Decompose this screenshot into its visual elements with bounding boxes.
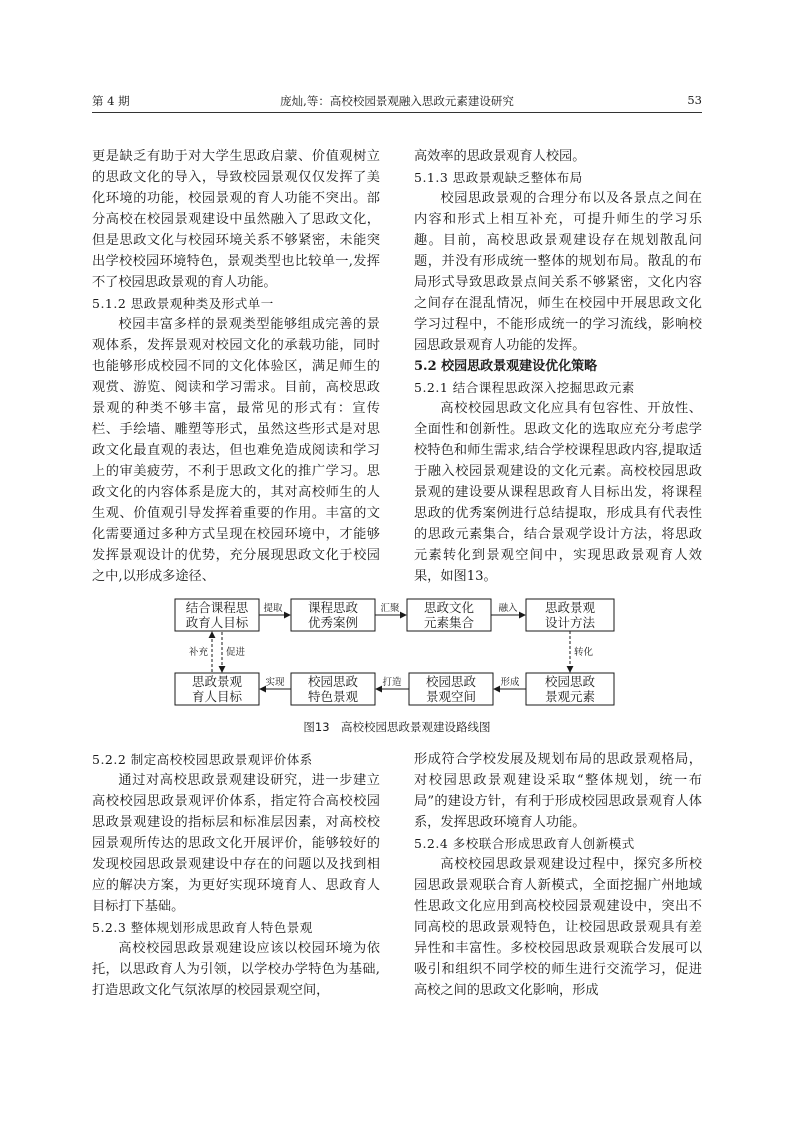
box-design-method [526, 599, 614, 631]
section-heading-5-2-2: 5.2.2 制定高校校园思政景观评价体系 [92, 752, 313, 767]
paragraph: 通过对高校思政景观建设研究，进一步建立高校校园思政景观评价体系，指定符合高校校园思政景观建设的指标层和标准层因素，对高校校园景观所传达的思政文化开展评价，能够较好的发现校园思政景观建设中存在的问题以及找到相应的解决方案，为更好实现环境育人、思政育人目标打下基础。 [92, 773, 380, 914]
box-excellent-cases [291, 599, 375, 631]
svg-text:特色景观: 特色景观 [307, 689, 359, 704]
column-right-bottom [414, 749, 702, 1001]
box-featured-landscape [291, 673, 375, 705]
label-integrate: 融入 [498, 603, 518, 614]
label-promote: 促进 [226, 647, 246, 658]
box-landscape-space [409, 673, 493, 705]
svg-text:思政景观: 思政景观 [544, 600, 596, 615]
svg-text:思政文化: 思政文化 [423, 600, 475, 615]
header-rule [92, 112, 702, 113]
paragraph: 高校校园思政景观建设过程中，探究多所校园思政景观联合育人新模式，全面挖掘广州地域性思政文化应用到高校校园景观建设中，突出不同高校的思政景观特色，让校园思政景观具有差异性和丰富性。多校校园思政景观联合发展可以吸引和组织不同学校的师生进行交流学习，促进高校之间的思政文化影响，形成 [414, 857, 702, 998]
section-heading-5-2-3: 5.2.3 整体规划形成思政育人特色景观 [92, 920, 313, 935]
section-heading-5-2: 5.2 校园思政景观建设优化策略 [414, 359, 598, 374]
svg-text:景观空间: 景观空间 [425, 689, 477, 704]
svg-text:结合课程思: 结合课程思 [185, 600, 249, 615]
paragraph: 更是缺乏有助于对大学生思政启蒙、价值观树立的思政文化的导入，导致校园景观仅仅发挥了美化环境的功能，校园景观的育人功能不突出。部分高校在校园景观建设中虽然融入了思政文化，但是思政文化与校园环境关系不够紧密，未能突出学校校园环境特色，景观类型也比较单一,发挥不了校园思政景观的育人功能。 [92, 149, 380, 290]
label-realize: 实现 [265, 677, 285, 688]
label-build: 打造 [382, 677, 402, 688]
paragraph: 高校校园思政景观建设应该以校园环境为依托，以思政育人为引领，以学校办学特色为基础,打造思政文化气氛浓厚的校园景观空间， [92, 941, 380, 998]
paragraph: 校园思政景观的合理分布以及各景点之间在内容和形式上相互补充，可提升师生的学习乐趣。目前，高校思政景观建设存在规划散乱问题，并没有形成统一整体的规划布局。散乱的布局形式导致思政景点间关系不够紧密，文化内容之间存在混乱情况，师生在校园中开展思政文化学习过程中，不能形成统一的学习流线，影响校园思政景观育人功能的发挥。 [414, 191, 702, 353]
label-transform: 转化 [574, 647, 594, 658]
figure-caption: 图13 高校校园思政景观建设路线图 [303, 720, 491, 734]
svg-text:育人目标: 育人目标 [191, 689, 243, 704]
svg-text:思政景观: 思政景观 [191, 674, 243, 689]
svg-text:元素集合: 元素集合 [423, 615, 475, 630]
column-left-top [92, 146, 380, 587]
issue-number: 第 4 期 [92, 94, 130, 108]
paragraph: 校园丰富多样的景观类型能够组成完善的景观体系，发挥景观对校园文化的承载功能，同时也能够形成校园不同的文化体验区，满足师生的观赏、游览、阅读和学习需求。目前，高校思政景观的种类不够丰富，最常见的形式有：宣传栏、手绘墙、雕塑等形式，虽然这些形式是对思政文化最直观的表达，但也难免造成阅读和学习上的审美疲劳，不利于思政文化的推广学习。思政文化的内容体系是庞大的，其对高校师生的人生观、价值观引导发挥着重要的作用。丰富的文化需要通过多种方式呈现在校园环境中，才能够发挥景观设计的优势，充分展现思政文化于校园之中,以形成多途径、 [92, 317, 380, 584]
section-heading-5-2-1: 5.2.1 结合课程思政深入挖掘思政元素 [414, 380, 635, 395]
svg-text:政育人目标: 政育人目标 [185, 615, 249, 630]
paragraph: 高效率的思政景观育人校园。 [414, 149, 586, 164]
svg-text:景观元素: 景观元素 [544, 689, 596, 704]
svg-text:设计方法: 设计方法 [544, 615, 596, 630]
label-supplement: 补充 [188, 647, 208, 658]
section-heading-5-1-3: 5.1.3 思政景观缺乏整体布局 [414, 170, 583, 185]
label-form: 形成 [500, 677, 520, 688]
box-course-ideology-goal [175, 599, 259, 631]
paragraph: 高校校园思政文化应具有包容性、开放性、全面性和创新性。思政文化的选取应充分考虑学校特色和师生需求,结合学校课程思政内容,提取适于融入校园景观建设的文化元素。高校校园思政景观的建设要从课程思政育人目标出发，将课程思政的优秀案例进行总结提取，形成具有代表性的思政元素集合，结合景观学设计方法，将思政元素转化到景观空间中，实现思政景观育人效果，如图13。 [414, 401, 702, 584]
column-right-top [414, 146, 702, 587]
running-title: 庞灿,等：高校校园景观融入思政元素建设研究 [280, 94, 514, 108]
figure-13-flowchart [160, 590, 635, 712]
running-header [92, 93, 702, 113]
paragraph: 形成符合学校发展及规划布局的思政景观格局，对校园思政景观建设采取“整体规划，统一布局”的建设方针，有利于形成校园思政景观育人体系，发挥思政环境育人功能。 [414, 752, 702, 830]
box-element-collection [407, 599, 491, 631]
section-heading-5-2-4: 5.2.4 多校联合形成思政育人创新模式 [414, 836, 635, 851]
page-number: 53 [687, 93, 702, 107]
label-extract: 提取 [263, 603, 283, 614]
label-gather: 汇聚 [380, 603, 400, 614]
svg-text:校园思政: 校园思政 [425, 674, 477, 689]
section-heading-5-1-2: 5.1.2 思政景观种类及形式单一 [92, 296, 274, 311]
svg-text:课程思政: 课程思政 [307, 600, 359, 615]
column-left-bottom [92, 749, 380, 1001]
box-education-goal [175, 673, 259, 705]
box-landscape-elements [526, 673, 614, 705]
svg-text:优秀案例: 优秀案例 [307, 615, 359, 630]
svg-text:校园思政: 校园思政 [307, 674, 359, 689]
svg-text:校园思政: 校园思政 [544, 674, 596, 689]
